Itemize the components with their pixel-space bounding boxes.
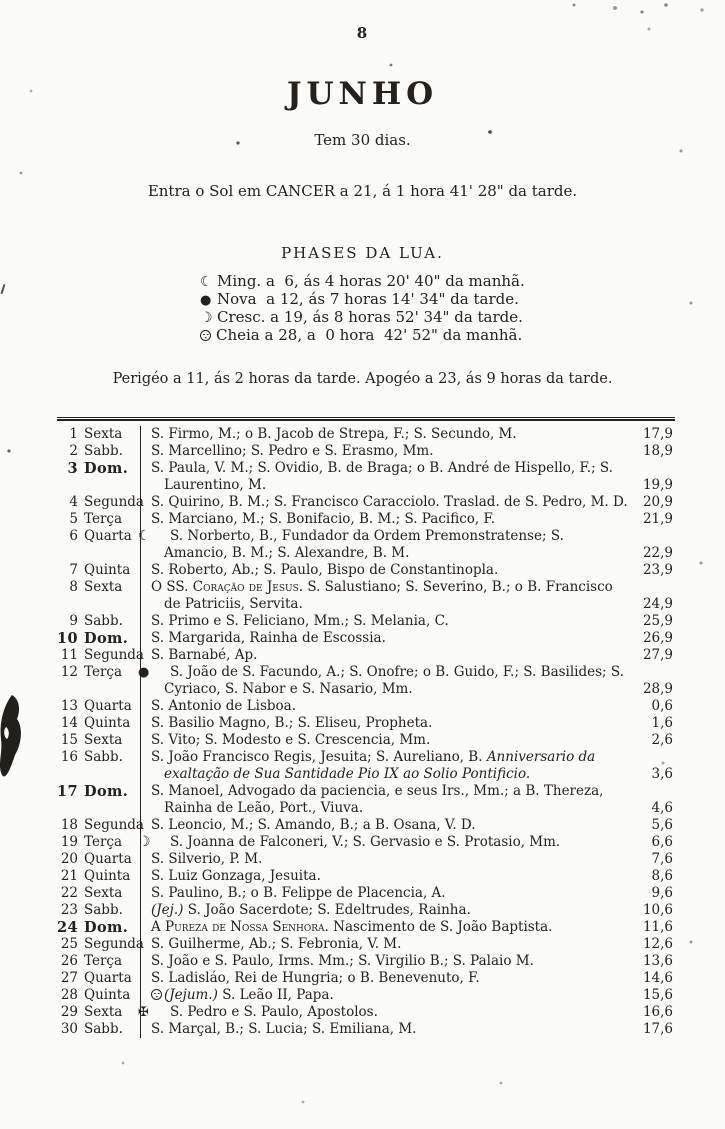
moon-age-value: 26,9 <box>642 630 673 646</box>
saints-entry <box>140 647 633 664</box>
calendar-row <box>57 511 675 528</box>
calendar-row <box>57 664 675 698</box>
crescent-moon-icon <box>151 835 168 849</box>
saints-entry-text: S. Primo e S. Feliciano, Mm.; S. Melania, C. <box>151 613 449 629</box>
phase-text: Cresc. a 19, ás 8 horas 52' 34" da tarde. <box>217 308 523 326</box>
saints-entry-text: (Jej.) S. João Sacerdote; S. Edeltrudes, Rainha. <box>151 902 471 918</box>
phase-line <box>200 326 525 344</box>
moon-age-value: 13,6 <box>642 953 673 969</box>
moon-age-value: 8,6 <box>651 868 673 884</box>
calendar-row <box>57 970 675 987</box>
saints-entry-text: S. Manoel, Advogado da paciencia, e seus Irs., Mm.; a B. Thereza, Rainha de Leão, Port., Viuva. <box>151 783 604 816</box>
weekday-label: Sabb. <box>84 1021 123 1037</box>
day-number: 16 <box>60 749 78 765</box>
full-moon-icon <box>151 989 162 1000</box>
moon-age-value: 14,6 <box>642 970 673 986</box>
saints-entry <box>140 528 633 562</box>
saints-entry-text: S. João e S. Paulo, Irms. Mm.; S. Virgilio B.; S. Palaio M. <box>151 953 534 969</box>
weekday-label: Sabb. <box>84 749 123 765</box>
saints-entry <box>140 562 633 579</box>
weekday-label: Sabb. <box>84 443 123 459</box>
weekday-label: Quinta <box>84 868 131 884</box>
calendar-row <box>57 868 675 885</box>
weekday-label: Sexta <box>84 426 123 442</box>
moon-age-value: 7,6 <box>651 851 673 867</box>
saints-entry-text: S. Basilio Magno, B.; S. Eliseu, Propheta. <box>151 715 433 731</box>
saints-entry-text: S. Silverio, P. M. <box>151 851 263 867</box>
day-number: 11 <box>60 647 78 663</box>
calendar-row <box>57 579 675 613</box>
apsides-line: Perigéo a 11, ás 2 horas da tarde. Apogéo a 23, ás 9 horas da tarde. <box>112 371 613 387</box>
moon-phases-title: PHASES DA LUA. <box>281 244 444 262</box>
month-title: JUNHO <box>286 76 439 112</box>
calendar-row <box>57 1004 675 1021</box>
day-number: 6 <box>69 528 78 544</box>
saints-entry-text: S. Paula, V. M.; S. Ovidio, B. de Braga; o B. André de Hispello, F.; S. Laurentino, M. <box>151 460 613 493</box>
weekday-label: Sexta <box>84 1004 123 1020</box>
weekday-label: Quarta <box>84 970 132 986</box>
weekday-label: Segunda <box>84 817 144 833</box>
saints-entry-text: ☾ S. Norberto, B., Fundador da Ordem Premonstratense; S. Amancio, B. M.; S. Alexandre, B. M. <box>151 528 629 562</box>
cross-icon <box>151 1005 168 1019</box>
saints-entry-text: S. Vito; S. Modesto e S. Crescencia, Mm. <box>151 732 431 748</box>
saints-entry <box>140 443 633 460</box>
saints-entry <box>140 715 633 732</box>
day-number: 28 <box>60 987 78 1003</box>
saints-entry-text: S. Firmo, M.; o B. Jacob de Strepa, F.; S. Secundo, M. <box>151 426 517 442</box>
day-number: 18 <box>60 817 78 833</box>
saints-entry <box>140 902 633 919</box>
weekday-label: Dom. <box>84 630 129 647</box>
saints-entry <box>140 1021 633 1038</box>
saints-entry <box>140 494 633 511</box>
calendar-row <box>57 732 675 749</box>
weekday-label: Dom. <box>84 919 129 936</box>
moon-age-value: 17,6 <box>642 1021 673 1037</box>
moon-age-value: 25,9 <box>642 613 673 629</box>
moon-age-value: 10,6 <box>642 902 673 918</box>
saints-entry-text: S. Roberto, Ab.; S. Paulo, Bispo de Constantinopla. <box>151 562 499 578</box>
calendar-row <box>57 460 675 494</box>
crescent-moon-icon <box>200 311 217 325</box>
day-number: 14 <box>60 715 78 731</box>
day-number: 26 <box>60 953 78 969</box>
calendar-row <box>57 953 675 970</box>
moon-age-value: 0,6 <box>651 698 673 714</box>
saints-entry <box>140 1004 633 1021</box>
day-number: 12 <box>60 664 78 680</box>
calendar-row <box>57 987 675 1004</box>
scan-speckles <box>0 0 2 2</box>
saints-entry <box>140 732 633 749</box>
day-number: 9 <box>69 613 78 629</box>
saints-entry <box>140 579 633 613</box>
calendar-row <box>57 698 675 715</box>
day-number: 20 <box>60 851 78 867</box>
calendar-row <box>57 528 675 562</box>
weekday-label: Terça <box>84 664 123 680</box>
saints-entry <box>140 936 633 953</box>
day-number: 22 <box>60 885 78 901</box>
day-number: 15 <box>60 732 78 748</box>
saints-entry <box>140 511 633 528</box>
calendar-body <box>57 426 675 1038</box>
day-number: 19 <box>60 834 78 850</box>
saints-entry-text: O SS. Coração de Jesus. S. Salustiano; S. Severino, B.; o B. Francisco de Patriciis, Servita. <box>151 579 613 612</box>
moon-age-value: 15,6 <box>642 987 673 1003</box>
day-number: 7 <box>69 562 78 578</box>
moon-age-value: 16,6 <box>642 1004 673 1020</box>
weekday-label: Quarta <box>84 528 132 544</box>
moon-age-value: 18,9 <box>642 443 673 459</box>
phase-line <box>200 290 525 308</box>
saints-entry-text: S. Luiz Gonzaga, Jesuita. <box>151 868 321 884</box>
phase-line <box>200 272 525 290</box>
phase-line <box>200 308 525 326</box>
calendar-row <box>57 715 675 732</box>
moon-age-value: 2,6 <box>651 732 673 748</box>
saints-entry <box>140 919 633 936</box>
page-number: 8 <box>356 24 369 42</box>
saints-entry <box>140 817 633 834</box>
saints-entry <box>140 630 633 647</box>
saints-entry-text: S. Ladisláo, Rei de Hungria; o B. Benevenuto, F. <box>151 970 480 986</box>
saints-entry <box>140 987 633 1004</box>
day-number: 3 <box>67 460 78 477</box>
day-number: 1 <box>69 426 78 442</box>
weekday-label: Sabb. <box>84 613 123 629</box>
calendar-row <box>57 494 675 511</box>
full-moon-icon <box>200 330 211 341</box>
weekday-label: Segunda <box>84 647 144 663</box>
waning-moon-icon <box>200 275 217 289</box>
saints-entry-text: S. Quirino, B. M.; S. Francisco Caracciolo. Traslad. de S. Pedro, M. D. <box>151 494 628 510</box>
moon-age-value: 23,9 <box>642 562 673 578</box>
day-number: 24 <box>57 919 78 936</box>
calendar-row <box>57 426 675 443</box>
saints-entry <box>140 885 633 902</box>
weekday-label: Dom. <box>84 783 129 800</box>
saints-entry-text: (Jejum.) S. Leão II, Papa. <box>151 987 629 1004</box>
moon-age-value: 9,6 <box>651 885 673 901</box>
weekday-label: Sexta <box>84 579 123 595</box>
weekday-label: Terça <box>84 834 123 850</box>
sun-entry-line: Entra o Sol em CANCER a 21, á 1 hora 41' 28" da tarde. <box>147 182 578 200</box>
saints-entry <box>140 426 633 443</box>
saints-entry <box>140 953 633 970</box>
moon-age-value: 28,9 <box>642 681 673 697</box>
saints-entry <box>140 749 633 783</box>
day-number: 25 <box>60 936 78 952</box>
day-number: 21 <box>60 868 78 884</box>
day-number: 13 <box>60 698 78 714</box>
calendar-row <box>57 630 675 647</box>
weekday-label: Quarta <box>84 851 132 867</box>
calendar-row <box>57 834 675 851</box>
saints-entry-text: S. Margarida, Rainha de Escossia. <box>151 630 386 646</box>
calendar-row <box>57 443 675 460</box>
saints-entry-text: S. Antonio de Lisboa. <box>151 698 297 714</box>
day-number: 4 <box>69 494 78 510</box>
moon-age-value: 4,6 <box>651 800 673 816</box>
saints-entry-text: A Pureza de Nossa Senhora. Nascimento de S. João Baptista. <box>151 919 553 935</box>
day-number: 5 <box>69 511 78 527</box>
saints-entry <box>140 834 633 851</box>
saints-entry-text: S. Guilherme, Ab.; S. Febronia, V. M. <box>151 936 402 952</box>
phase-text: Cheia a 28, a 0 hora 42' 52" da manhã. <box>216 326 523 344</box>
calendar-row <box>57 562 675 579</box>
weekday-label: Quinta <box>84 987 131 1003</box>
weekday-label: Sabb. <box>84 902 123 918</box>
phase-text: Nova a 12, ás 7 horas 14' 34" da tarde. <box>217 290 519 308</box>
saints-entry-text: S. João Francisco Regis, Jesuita; S. Aureliano, B. Anniversario da exaltação de Sua Santidade Pio IX ao Solio Pontificio. <box>151 749 596 782</box>
calendar-row <box>57 936 675 953</box>
weekday-label: Quinta <box>84 715 131 731</box>
day-number: 2 <box>69 443 78 459</box>
saints-entry <box>140 460 633 494</box>
calendar-row <box>57 613 675 630</box>
moon-age-value: 27,9 <box>642 647 673 663</box>
moon-age-value: 17,9 <box>642 426 673 442</box>
saints-entry-text: S. Leoncio, M.; S. Amando, B.; a B. Osana, V. D. <box>151 817 476 833</box>
weekday-label: Sexta <box>84 732 123 748</box>
saints-entry-text: S. Barnabé, Ap. <box>151 647 258 663</box>
weekday-label: Quinta <box>84 562 131 578</box>
weekday-label: Quarta <box>84 698 132 714</box>
scan-slash-mark <box>0 284 5 294</box>
calendar-row <box>57 885 675 902</box>
moon-age-value: 21,9 <box>642 511 673 527</box>
moon-age-value: 5,6 <box>651 817 673 833</box>
saints-entry-text: S. Marçal, B.; S. Lucia; S. Emiliana, M. <box>151 1021 417 1037</box>
moon-age-value: 1,6 <box>651 715 673 731</box>
moon-age-value: 12,6 <box>642 936 673 952</box>
calendar-row <box>57 647 675 664</box>
saints-entry <box>140 783 633 817</box>
calendar-row <box>57 783 675 817</box>
moon-age-value: 20,9 <box>642 494 673 510</box>
moon-age-value: 19,9 <box>642 477 673 493</box>
weekday-label: Sexta <box>84 885 123 901</box>
calendar-row <box>57 919 675 936</box>
ink-blot <box>0 693 28 793</box>
moon-age-value: 11,6 <box>642 919 673 935</box>
moon-age-value: 22,9 <box>642 545 673 561</box>
day-number: 10 <box>57 630 78 647</box>
day-number: 30 <box>60 1021 78 1037</box>
moon-age-value: 24,9 <box>642 596 673 612</box>
calendar-table <box>57 417 675 1038</box>
saints-entry <box>140 970 633 987</box>
weekday-label: Dom. <box>84 460 129 477</box>
weekday-label: Terça <box>84 953 123 969</box>
moon-phases-list <box>200 272 525 344</box>
new-moon-icon <box>151 665 168 679</box>
calendar-row <box>57 902 675 919</box>
saints-entry <box>140 664 633 698</box>
saints-entry-text: S. Marcellino; S. Pedro e S. Erasmo, Mm. <box>151 443 434 459</box>
weekday-label: Segunda <box>84 494 144 510</box>
calendar-row <box>57 851 675 868</box>
moon-age-value: 3,6 <box>651 766 673 782</box>
saints-entry-text: S. Marciano, M.; S. Bonifacio, B. M.; S. Pacifico, F. <box>151 511 496 527</box>
saints-entry <box>140 613 633 630</box>
calendar-row <box>57 749 675 783</box>
weekday-label: Terça <box>84 511 123 527</box>
saints-entry-text: ✠ S. Pedro e S. Paulo, Apostolos. <box>151 1004 629 1021</box>
saints-entry <box>140 868 633 885</box>
day-number: 29 <box>60 1004 78 1020</box>
new-moon-icon <box>200 293 217 307</box>
table-top-rule <box>57 417 675 421</box>
waning-moon-icon <box>151 529 168 543</box>
saints-entry-text: ☽ S. Joanna de Falconeri, V.; S. Gervasio e S. Protasio, Mm. <box>151 834 629 851</box>
calendar-row <box>57 1021 675 1038</box>
day-number: 23 <box>60 902 78 918</box>
day-number: 8 <box>69 579 78 595</box>
day-number: 27 <box>60 970 78 986</box>
days-count-line: Tem 30 dias. <box>314 131 411 149</box>
calendar-row <box>57 817 675 834</box>
day-number: 17 <box>57 783 78 800</box>
phase-text: Ming. a 6, ás 4 horas 20' 40" da manhã. <box>217 272 525 290</box>
saints-entry-text: ● S. João de S. Facundo, A.; S. Onofre; o B. Guido, F.; S. Basilides; S. Cyriaco, S. Nabor e S. Nasario, Mm. <box>151 664 629 698</box>
saints-entry-text: S. Paulino, B.; o B. Felippe de Placencia, A. <box>151 885 446 901</box>
moon-age-value: 6,6 <box>651 834 673 850</box>
weekday-label: Segunda <box>84 936 144 952</box>
saints-entry <box>140 698 633 715</box>
saints-entry <box>140 851 633 868</box>
